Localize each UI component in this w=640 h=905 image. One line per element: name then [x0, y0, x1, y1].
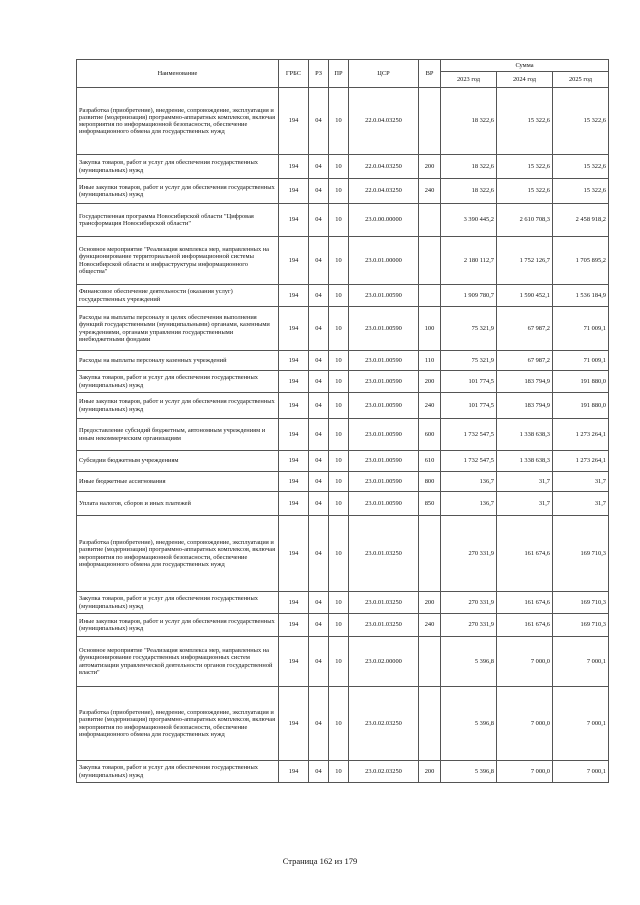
cell-y2023: 75 321,9 — [441, 351, 497, 371]
cell-csr: 23.0.01.00590 — [349, 371, 419, 393]
cell-y2023: 270 331,9 — [441, 592, 497, 614]
cell-rz: 04 — [309, 285, 329, 307]
cell-name: Уплата налогов, сборов и иных платежей — [77, 492, 279, 516]
cell-pr: 10 — [329, 155, 349, 179]
cell-grbs: 194 — [279, 307, 309, 351]
cell-pr: 10 — [329, 592, 349, 614]
cell-y2024: 183 794,9 — [497, 393, 553, 419]
cell-csr: 23.0.01.03250 — [349, 592, 419, 614]
cell-y2025: 191 880,0 — [553, 393, 609, 419]
cell-grbs: 194 — [279, 285, 309, 307]
cell-y2025: 15 322,6 — [553, 88, 609, 155]
cell-pr: 10 — [329, 351, 349, 371]
header-rz: РЗ — [309, 60, 329, 88]
cell-vr: 240 — [419, 393, 441, 419]
cell-y2025: 15 322,6 — [553, 179, 609, 204]
cell-y2025: 2 458 918,2 — [553, 204, 609, 237]
table-row — [77, 179, 609, 204]
cell-rz: 04 — [309, 307, 329, 351]
cell-y2025: 7 000,1 — [553, 687, 609, 761]
cell-y2023: 18 322,6 — [441, 155, 497, 179]
budget-table — [76, 59, 609, 783]
cell-name: Закупка товаров, работ и услуг для обеспечения государственных (муниципальных) нужд — [77, 761, 279, 783]
header-year-2025: 2025 год — [553, 72, 609, 88]
cell-y2023: 101 774,5 — [441, 371, 497, 393]
cell-y2024: 2 610 708,3 — [497, 204, 553, 237]
cell-y2024: 161 674,6 — [497, 614, 553, 637]
cell-y2025: 1 273 264,1 — [553, 451, 609, 472]
cell-y2024: 7 000,0 — [497, 637, 553, 687]
cell-pr: 10 — [329, 687, 349, 761]
cell-y2023: 1 732 547,5 — [441, 451, 497, 472]
cell-vr — [419, 516, 441, 592]
cell-y2024: 15 322,6 — [497, 179, 553, 204]
cell-grbs: 194 — [279, 393, 309, 419]
cell-vr — [419, 237, 441, 285]
cell-name: Основное мероприятие "Реализация комплекса мер, направленных на функционирование государственных информационных систем автоматизации управленческой деятельности органов государственной власти" — [77, 637, 279, 687]
cell-grbs: 194 — [279, 592, 309, 614]
cell-vr: 610 — [419, 451, 441, 472]
cell-name: Закупка товаров, работ и услуг для обеспечения государственных (муниципальных) нужд — [77, 371, 279, 393]
cell-name: Расходы на выплаты персоналу казенных учреждений — [77, 351, 279, 371]
cell-pr: 10 — [329, 614, 349, 637]
cell-vr — [419, 687, 441, 761]
cell-y2023: 5 396,8 — [441, 687, 497, 761]
cell-rz: 04 — [309, 204, 329, 237]
cell-y2023: 75 321,9 — [441, 307, 497, 351]
cell-name: Иные закупки товаров, работ и услуг для обеспечения государственных (муниципальных) нужд — [77, 179, 279, 204]
cell-csr: 22.0.04.03250 — [349, 88, 419, 155]
cell-y2024: 31,7 — [497, 492, 553, 516]
cell-vr: 100 — [419, 307, 441, 351]
cell-rz: 04 — [309, 451, 329, 472]
cell-vr: 240 — [419, 179, 441, 204]
header-csr: ЦСР — [349, 60, 419, 88]
header-name: Наименование — [77, 60, 279, 88]
cell-rz: 04 — [309, 419, 329, 451]
cell-y2025: 7 000,1 — [553, 637, 609, 687]
cell-rz: 04 — [309, 237, 329, 285]
cell-y2024: 31,7 — [497, 472, 553, 492]
header-sums: Сумма — [441, 60, 609, 72]
cell-name: Разработка (приобретение), внедрение, сопровождение, эксплуатация и развитие (модернизация) программно-аппаратных комплексов, включая мероприятия по информационной безопасности, обеспечение информационного обмена для государственных нужд — [77, 516, 279, 592]
cell-pr: 10 — [329, 179, 349, 204]
cell-pr: 10 — [329, 88, 349, 155]
cell-pr: 10 — [329, 761, 349, 783]
cell-name: Закупка товаров, работ и услуг для обеспечения государственных (муниципальных) нужд — [77, 155, 279, 179]
cell-y2025: 31,7 — [553, 472, 609, 492]
table-body — [77, 88, 609, 783]
cell-grbs: 194 — [279, 204, 309, 237]
cell-rz: 04 — [309, 492, 329, 516]
cell-rz: 04 — [309, 179, 329, 204]
cell-y2023: 18 322,6 — [441, 179, 497, 204]
cell-name: Иные бюджетные ассигнования — [77, 472, 279, 492]
cell-vr: 200 — [419, 761, 441, 783]
cell-y2024: 15 322,6 — [497, 155, 553, 179]
cell-grbs: 194 — [279, 761, 309, 783]
cell-pr: 10 — [329, 307, 349, 351]
table-row — [77, 371, 609, 393]
cell-rz: 04 — [309, 88, 329, 155]
cell-pr: 10 — [329, 492, 349, 516]
cell-csr: 23.0.01.00590 — [349, 451, 419, 472]
cell-grbs: 194 — [279, 492, 309, 516]
cell-y2023: 1 909 780,7 — [441, 285, 497, 307]
table-row — [77, 419, 609, 451]
cell-y2025: 1 273 264,1 — [553, 419, 609, 451]
cell-y2025: 71 009,1 — [553, 351, 609, 371]
cell-vr: 200 — [419, 155, 441, 179]
header-year-2023: 2023 год — [441, 72, 497, 88]
cell-grbs: 194 — [279, 371, 309, 393]
cell-y2025: 71 009,1 — [553, 307, 609, 351]
cell-name: Основное мероприятие "Реализация комплекса мер, направленных на функционирование территориальной информационной системы Новосибирской области и инфраструктуры информационного общества" — [77, 237, 279, 285]
cell-rz: 04 — [309, 472, 329, 492]
cell-pr: 10 — [329, 393, 349, 419]
header-grbs: ГРБС — [279, 60, 309, 88]
table-row — [77, 307, 609, 351]
cell-y2023: 1 732 547,5 — [441, 419, 497, 451]
cell-y2025: 169 710,3 — [553, 516, 609, 592]
cell-y2023: 101 774,5 — [441, 393, 497, 419]
cell-vr: 600 — [419, 419, 441, 451]
cell-y2024: 1 338 638,3 — [497, 419, 553, 451]
cell-name: Предоставление субсидий бюджетным, автономным учреждениям и иным некоммерческим организациям — [77, 419, 279, 451]
cell-csr: 22.0.04.03250 — [349, 155, 419, 179]
cell-csr: 23.0.01.00590 — [349, 492, 419, 516]
cell-y2024: 67 987,2 — [497, 351, 553, 371]
table-row — [77, 687, 609, 761]
table-row — [77, 516, 609, 592]
cell-rz: 04 — [309, 687, 329, 761]
cell-y2023: 136,7 — [441, 472, 497, 492]
cell-csr: 23.0.01.03250 — [349, 614, 419, 637]
cell-y2024: 1 752 126,7 — [497, 237, 553, 285]
cell-y2025: 169 710,3 — [553, 592, 609, 614]
table-row — [77, 393, 609, 419]
table-row — [77, 451, 609, 472]
cell-pr: 10 — [329, 516, 349, 592]
cell-y2025: 191 880,0 — [553, 371, 609, 393]
cell-name: Иные закупки товаров, работ и услуг для обеспечения государственных (муниципальных) нужд — [77, 393, 279, 419]
cell-grbs: 194 — [279, 472, 309, 492]
table-row — [77, 492, 609, 516]
cell-csr: 23.0.00.00000 — [349, 204, 419, 237]
cell-grbs: 194 — [279, 237, 309, 285]
cell-name: Закупка товаров, работ и услуг для обеспечения государственных (муниципальных) нужд — [77, 592, 279, 614]
cell-name: Иные закупки товаров, работ и услуг для обеспечения государственных (муниципальных) нужд — [77, 614, 279, 637]
cell-pr: 10 — [329, 637, 349, 687]
cell-pr: 10 — [329, 285, 349, 307]
cell-y2023: 2 180 112,7 — [441, 237, 497, 285]
cell-csr: 23.0.01.00000 — [349, 237, 419, 285]
cell-vr: 110 — [419, 351, 441, 371]
page-number: Страница 162 из 179 — [282, 856, 358, 866]
cell-csr: 23.0.01.00590 — [349, 351, 419, 371]
cell-csr: 23.0.01.03250 — [349, 516, 419, 592]
table-row — [77, 592, 609, 614]
cell-rz: 04 — [309, 637, 329, 687]
cell-y2023: 136,7 — [441, 492, 497, 516]
cell-vr: 850 — [419, 492, 441, 516]
cell-pr: 10 — [329, 451, 349, 472]
cell-y2023: 3 390 445,2 — [441, 204, 497, 237]
cell-csr: 23.0.01.00590 — [349, 419, 419, 451]
cell-pr: 10 — [329, 371, 349, 393]
cell-vr — [419, 204, 441, 237]
cell-csr: 23.0.02.03250 — [349, 761, 419, 783]
cell-rz: 04 — [309, 393, 329, 419]
cell-y2025: 7 000,1 — [553, 761, 609, 783]
cell-name: Разработка (приобретение), внедрение, сопровождение, эксплуатация и развитие (модернизация) программно-аппаратных комплексов, включая мероприятия по информационной безопасности, обеспечение информационного обмена для государственных нужд — [77, 687, 279, 761]
cell-grbs: 194 — [279, 88, 309, 155]
cell-rz: 04 — [309, 155, 329, 179]
cell-csr: 23.0.02.00000 — [349, 637, 419, 687]
cell-csr: 23.0.01.00590 — [349, 285, 419, 307]
cell-grbs: 194 — [279, 687, 309, 761]
cell-rz: 04 — [309, 351, 329, 371]
cell-name: Разработка (приобретение), внедрение, сопровождение, эксплуатация и развитие (модернизация) программно-аппаратных комплексов, включая мероприятия по информационной безопасности, обеспечение информационного обмена для государственных нужд — [77, 88, 279, 155]
cell-rz: 04 — [309, 614, 329, 637]
cell-vr — [419, 88, 441, 155]
cell-name: Расходы на выплаты персоналу в целях обеспечения выполнения функций государственными (муниципальными) органами, казенными учреждениями, органами управления государственными внебюджетными фондами — [77, 307, 279, 351]
cell-y2024: 67 987,2 — [497, 307, 553, 351]
cell-vr — [419, 637, 441, 687]
table-row — [77, 637, 609, 687]
cell-y2023: 270 331,9 — [441, 516, 497, 592]
cell-grbs: 194 — [279, 451, 309, 472]
cell-grbs: 194 — [279, 637, 309, 687]
cell-y2023: 5 396,8 — [441, 637, 497, 687]
cell-rz: 04 — [309, 761, 329, 783]
table-row — [77, 204, 609, 237]
cell-grbs: 194 — [279, 516, 309, 592]
table-row — [77, 88, 609, 155]
header-pr: ПР — [329, 60, 349, 88]
table-row — [77, 761, 609, 783]
cell-y2024: 15 322,6 — [497, 88, 553, 155]
table-row — [77, 351, 609, 371]
cell-vr: 800 — [419, 472, 441, 492]
header-vr: ВР — [419, 60, 441, 88]
cell-y2024: 1 338 638,3 — [497, 451, 553, 472]
cell-rz: 04 — [309, 592, 329, 614]
cell-vr: 200 — [419, 371, 441, 393]
cell-rz: 04 — [309, 371, 329, 393]
cell-y2025: 169 710,3 — [553, 614, 609, 637]
cell-y2025: 1 705 895,2 — [553, 237, 609, 285]
table-row — [77, 155, 609, 179]
cell-y2024: 1 590 452,1 — [497, 285, 553, 307]
cell-csr: 22.0.04.03250 — [349, 179, 419, 204]
cell-name: Субсидии бюджетным учреждениям — [77, 451, 279, 472]
cell-y2024: 7 000,0 — [497, 761, 553, 783]
cell-vr: 200 — [419, 592, 441, 614]
cell-csr: 23.0.01.00590 — [349, 307, 419, 351]
cell-name: Государственная программа Новосибирской области "Цифровая трансформация Новосибирской области" — [77, 204, 279, 237]
cell-y2023: 270 331,9 — [441, 614, 497, 637]
cell-y2024: 183 794,9 — [497, 371, 553, 393]
table-row — [77, 472, 609, 492]
cell-y2023: 5 396,8 — [441, 761, 497, 783]
cell-rz: 04 — [309, 516, 329, 592]
cell-y2025: 31,7 — [553, 492, 609, 516]
cell-pr: 10 — [329, 204, 349, 237]
table-row — [77, 285, 609, 307]
cell-y2024: 161 674,6 — [497, 592, 553, 614]
cell-grbs: 194 — [279, 419, 309, 451]
cell-y2024: 161 674,6 — [497, 516, 553, 592]
cell-csr: 23.0.01.00590 — [349, 472, 419, 492]
cell-pr: 10 — [329, 472, 349, 492]
cell-vr — [419, 285, 441, 307]
cell-vr: 240 — [419, 614, 441, 637]
header-year-2024: 2024 год — [497, 72, 553, 88]
cell-csr: 23.0.01.00590 — [349, 393, 419, 419]
table-row — [77, 237, 609, 285]
cell-grbs: 194 — [279, 155, 309, 179]
cell-y2025: 15 322,6 — [553, 155, 609, 179]
cell-grbs: 194 — [279, 614, 309, 637]
cell-csr: 23.0.02.03250 — [349, 687, 419, 761]
cell-y2025: 1 536 184,9 — [553, 285, 609, 307]
cell-grbs: 194 — [279, 179, 309, 204]
cell-name: Финансовое обеспечение деятельности (оказания услуг) государственных учреждений — [77, 285, 279, 307]
table-row — [77, 614, 609, 637]
cell-y2024: 7 000,0 — [497, 687, 553, 761]
cell-y2023: 18 322,6 — [441, 88, 497, 155]
cell-grbs: 194 — [279, 351, 309, 371]
cell-pr: 10 — [329, 419, 349, 451]
cell-pr: 10 — [329, 237, 349, 285]
